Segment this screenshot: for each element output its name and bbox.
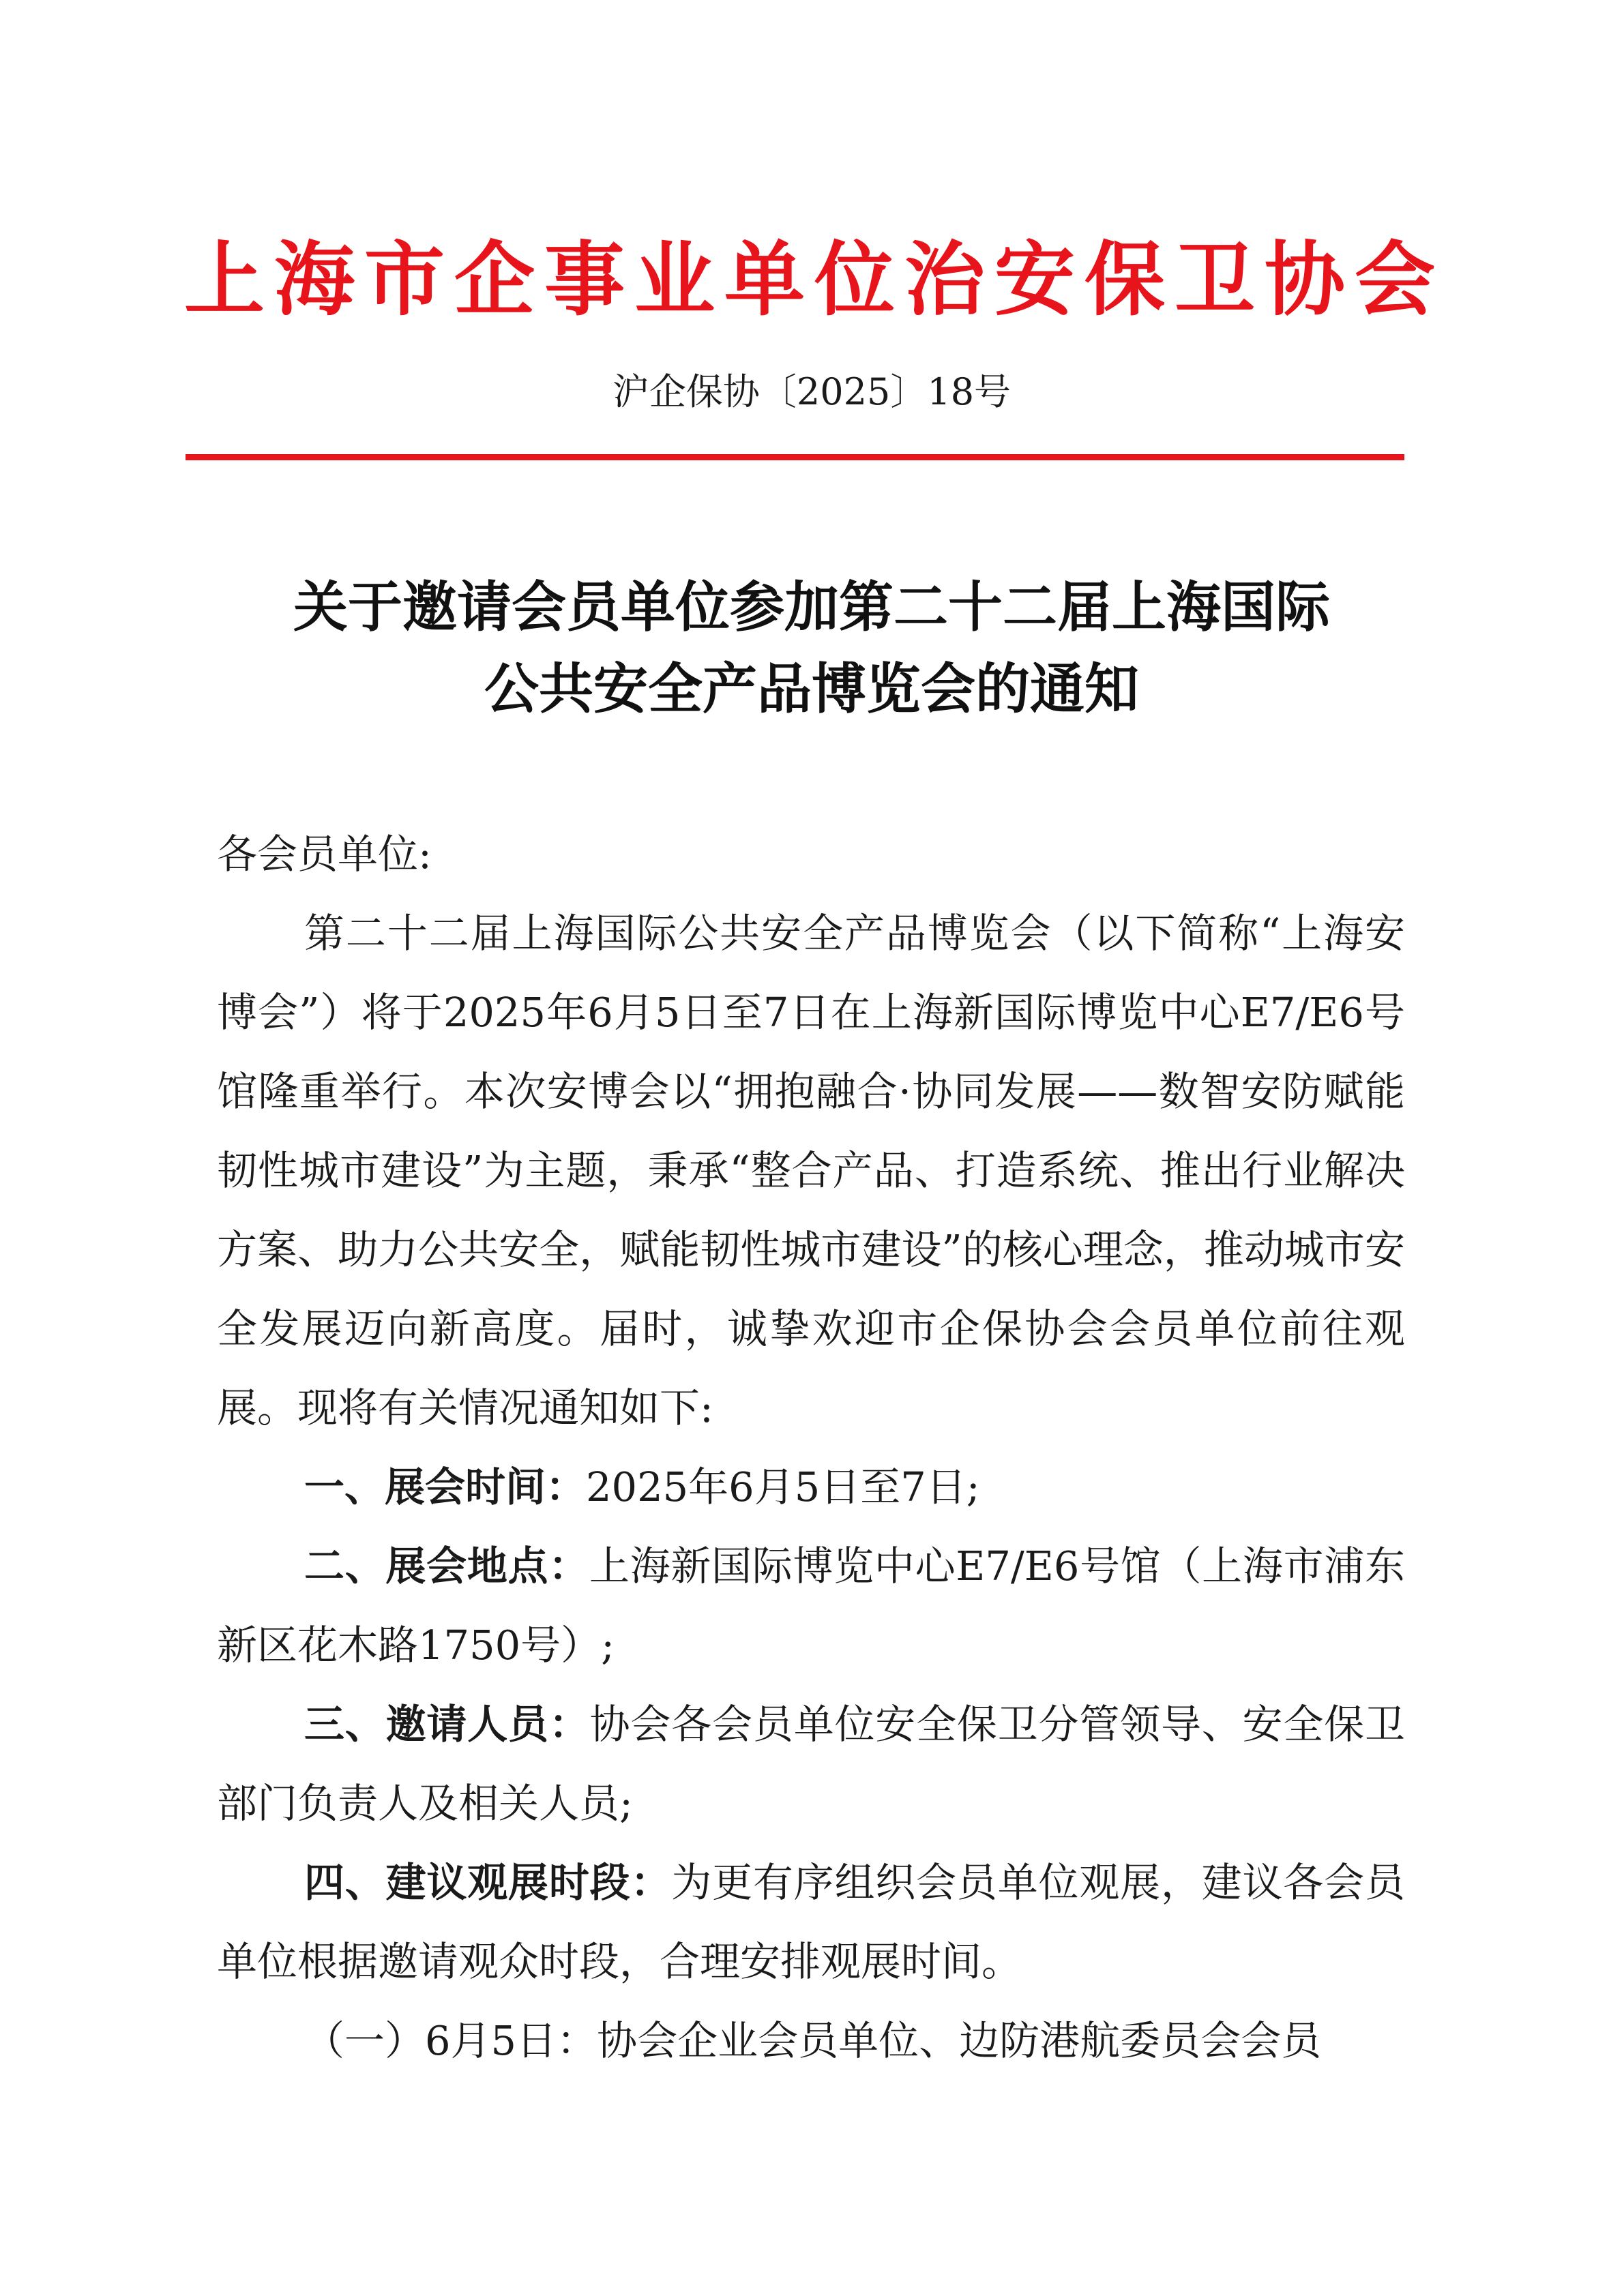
- sub-item-june-5: （一）6月5日：协会企业会员单位、边防港航委员会会员: [304, 2017, 1322, 2064]
- item-suggested-visit-time: [217, 1843, 1405, 2001]
- document-title: [205, 566, 1419, 730]
- intro-paragraph: 第二十二届上海国际公共安全产品博览会（以下简称“上海安博会”）将于2025年6月5日至7日在上海新国际博览中心E7/E6号馆隆重举行。本次安博会以“拥抱融合·协同发展——数智安防赋能韧性城市建设”为主题，秉承“整合产品、打造系统、推出行业解决方案、助力公共安全，赋能韧性城市建设”的核心理念，推动城市安全发展迈向新高度。届时，诚挚欢迎市企保协会会员单位前往观展。现将有关情况通知如下:: [217, 910, 1405, 1431]
- title-line-1: 关于邀请会员单位参加第二十二届上海国际: [293, 575, 1330, 639]
- document-body: [217, 815, 1405, 2081]
- document-number: 沪企保协〔2025〕18号: [612, 370, 1012, 413]
- item-exhibition-location: [217, 1527, 1405, 1685]
- salutation: 各会员单位:: [217, 831, 432, 878]
- item-text: 为更有序组织会员单位观展，建议各会员单位根据邀请观众时段，合理安排观展时间。: [217, 1859, 1405, 1985]
- item-exhibition-time: [217, 1448, 1405, 1527]
- item-invited-persons: [217, 1685, 1405, 1843]
- header-divider-rule: [186, 454, 1404, 460]
- item-label: 四、建议观展时段：: [304, 1859, 672, 1906]
- item-text: 协会各会员单位安全保卫分管领导、安全保卫部门负责人及相关人员;: [217, 1701, 1405, 1827]
- title-line-2: 公共安全产品博览会的通知: [484, 657, 1139, 721]
- item-label: 一、展会时间：: [304, 1463, 587, 1510]
- organization-header: 上海市企事业单位治安保卫协会: [184, 232, 1445, 327]
- item-text: 上海新国际博览中心E7/E6号馆（上海市浦东新区花木路1750号）;: [217, 1542, 1405, 1669]
- item-label: 二、展会地点：: [304, 1542, 589, 1590]
- item-text: 2025年6月5日至7日;: [586, 1463, 980, 1510]
- item-label: 三、邀请人员：: [304, 1701, 590, 1748]
